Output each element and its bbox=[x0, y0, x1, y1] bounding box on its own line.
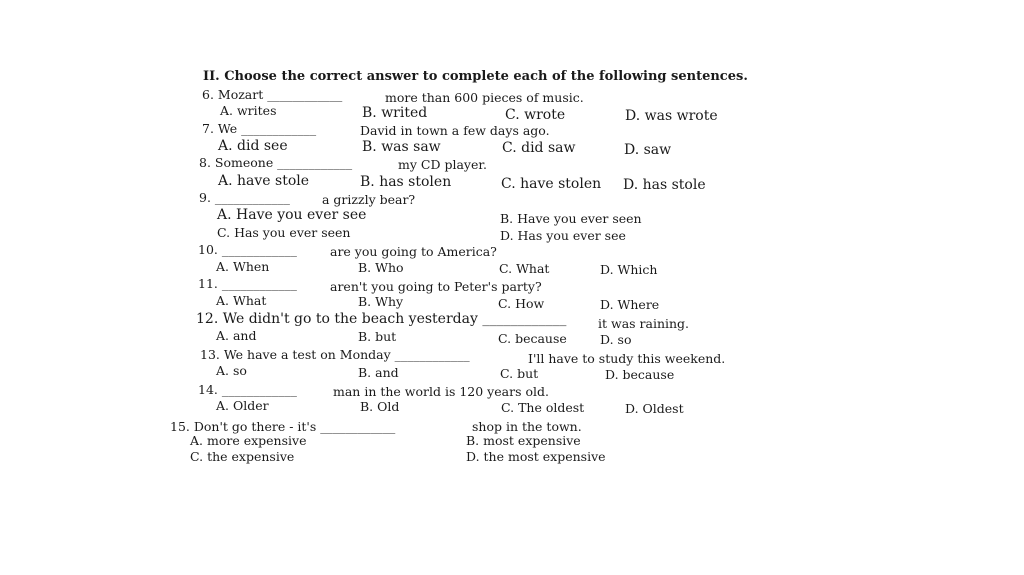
question-15-option-c[interactable]: C. the expensive bbox=[190, 449, 295, 464]
question-13-option-a[interactable]: A. so bbox=[216, 363, 247, 378]
question-13-stem-end: I'll have to study this weekend. bbox=[528, 351, 726, 366]
question-14-stem-start: 14. ____________ bbox=[198, 382, 297, 397]
question-14-option-b[interactable]: B. Old bbox=[360, 399, 400, 414]
question-7-option-c[interactable]: C. did saw bbox=[502, 140, 576, 156]
question-10-option-d[interactable]: D. Which bbox=[600, 262, 658, 277]
question-7-option-d[interactable]: D. saw bbox=[624, 142, 672, 158]
question-6-stem-end: more than 600 pieces of music. bbox=[385, 90, 584, 105]
question-15-stem-start: 15. Don't go there - it's ____________ bbox=[170, 419, 396, 434]
question-9-option-c[interactable]: C. Has you ever seen bbox=[217, 225, 351, 240]
question-8-option-d[interactable]: D. has stole bbox=[623, 177, 706, 193]
question-7-option-b[interactable]: B. was saw bbox=[362, 139, 441, 155]
question-11-option-b[interactable]: B. Why bbox=[358, 294, 404, 309]
question-14-stem-end: man in the world is 120 years old. bbox=[333, 384, 549, 399]
question-9-stem-end: a grizzly bear? bbox=[322, 192, 416, 207]
question-15-option-b[interactable]: B. most expensive bbox=[466, 433, 581, 448]
question-10-option-b[interactable]: B. Who bbox=[358, 260, 404, 275]
question-12-option-b[interactable]: B. but bbox=[358, 329, 397, 344]
section-title: II. Choose the correct answer to complete each of the following sentences. bbox=[203, 69, 748, 84]
question-10-stem-end: are you going to America? bbox=[330, 244, 497, 259]
question-8-stem-end: my CD player. bbox=[398, 157, 487, 172]
question-8-stem-start: 8. Someone ____________ bbox=[199, 155, 353, 170]
question-12-stem-end: it was raining. bbox=[598, 316, 690, 331]
question-11-option-a[interactable]: A. What bbox=[216, 293, 267, 308]
question-11-option-d[interactable]: D. Where bbox=[600, 297, 660, 312]
question-15-option-a[interactable]: A. more expensive bbox=[190, 433, 307, 448]
question-11-stem-start: 11. ____________ bbox=[198, 276, 297, 291]
question-10-option-a[interactable]: A. When bbox=[216, 259, 270, 274]
question-8-option-c[interactable]: C. have stolen bbox=[501, 176, 602, 192]
question-13-option-c[interactable]: C. but bbox=[500, 366, 539, 381]
question-8-option-a[interactable]: A. have stole bbox=[218, 173, 310, 189]
question-13-option-b[interactable]: B. and bbox=[358, 365, 399, 380]
question-12-stem-start: 12. We didn't go to the beach yesterday ____________ bbox=[196, 311, 567, 327]
question-6-option-d[interactable]: D. was wrote bbox=[625, 108, 718, 124]
question-11-stem-end: aren't you going to Peter's party? bbox=[330, 279, 542, 294]
question-6-option-a[interactable]: A. writes bbox=[220, 103, 277, 118]
question-8-option-b[interactable]: B. has stolen bbox=[360, 174, 452, 190]
question-12-option-d[interactable]: D. so bbox=[600, 332, 632, 347]
question-12-option-c[interactable]: C. because bbox=[498, 331, 567, 346]
question-12-option-a[interactable]: A. and bbox=[216, 328, 257, 343]
question-9-option-b[interactable]: B. Have you ever seen bbox=[500, 211, 642, 226]
question-9-stem-start: 9. ____________ bbox=[199, 190, 290, 205]
question-13-stem-start: 13. We have a test on Monday ____________ bbox=[200, 347, 470, 362]
question-7-stem-end: David in town a few days ago. bbox=[360, 123, 550, 138]
question-15-stem-end: shop in the town. bbox=[472, 419, 582, 434]
question-11-option-c[interactable]: C. How bbox=[498, 296, 545, 311]
question-10-option-c[interactable]: C. What bbox=[499, 261, 550, 276]
question-10-stem-start: 10. ____________ bbox=[198, 242, 297, 257]
question-7-stem-start: 7. We ____________ bbox=[202, 121, 317, 136]
question-14-option-a[interactable]: A. Older bbox=[216, 398, 269, 413]
question-6-option-b[interactable]: B. writed bbox=[362, 105, 428, 121]
question-9-option-a[interactable]: A. Have you ever see bbox=[217, 207, 367, 223]
question-7-option-a[interactable]: A. did see bbox=[218, 138, 288, 154]
question-6-option-c[interactable]: C. wrote bbox=[505, 107, 566, 123]
question-9-option-d[interactable]: D. Has you ever see bbox=[500, 228, 626, 243]
question-6-stem-start: 6. Mozart ____________ bbox=[202, 87, 343, 102]
question-13-option-d[interactable]: D. because bbox=[605, 367, 675, 382]
question-15-option-d[interactable]: D. the most expensive bbox=[466, 449, 606, 464]
question-14-option-c[interactable]: C. The oldest bbox=[501, 400, 585, 415]
question-14-option-d[interactable]: D. Oldest bbox=[625, 401, 684, 416]
